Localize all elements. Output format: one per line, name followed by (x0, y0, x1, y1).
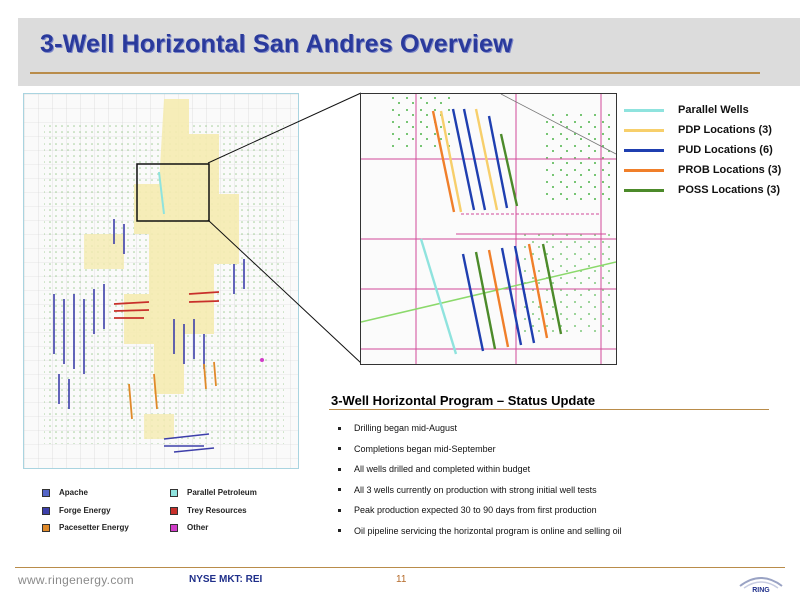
list-item-text: Drilling began mid-August (354, 423, 458, 434)
operator-legend (42, 488, 302, 534)
bullet-icon (338, 447, 341, 450)
legend-pud-locations (624, 140, 794, 160)
legend-swatch (624, 129, 664, 132)
legend-forge-energy (42, 506, 111, 515)
legend-label: Parallel Wells (678, 104, 749, 116)
legend-trey-resources (170, 506, 247, 515)
legend-parallel-petroleum (170, 488, 257, 497)
legend-label: POSS Locations (3) (678, 184, 781, 196)
list-item (338, 459, 622, 480)
list-item (338, 480, 622, 501)
legend-swatch (42, 524, 50, 532)
bullet-icon (338, 427, 341, 430)
zoomed-detail-map (360, 93, 617, 365)
status-update-heading: 3-Well Horizontal Program – Status Update (331, 393, 596, 408)
list-item (338, 439, 622, 460)
legend-parallel-wells (624, 100, 794, 120)
logo-text: RING (752, 587, 770, 594)
status-bullet-list (338, 418, 622, 541)
legend-swatch (624, 109, 664, 112)
title-divider (30, 72, 760, 74)
legend-prob-locations (624, 160, 794, 180)
legend-swatch (170, 489, 178, 497)
slide-title: 3-Well Horizontal San Andres Overview (40, 30, 513, 58)
zoomed-map-graphic (361, 94, 616, 364)
legend-label: PUD Locations (6) (678, 144, 773, 156)
legend-label: Parallel Petroleum (187, 488, 257, 497)
bullet-icon (338, 509, 341, 512)
list-item (338, 500, 622, 521)
footer-website-link[interactable]: www.ringenergy.com (18, 573, 134, 587)
legend-label: PROB Locations (3) (678, 164, 782, 176)
list-item (338, 521, 622, 542)
well-type-legend (624, 100, 794, 200)
legend-other (170, 523, 208, 532)
legend-swatch (170, 524, 178, 532)
legend-swatch (42, 489, 50, 497)
legend-label: Pacesetter Energy (59, 523, 129, 532)
regional-map (23, 93, 299, 469)
list-item-text: All 3 wells currently on production with strong initial well tests (354, 484, 597, 495)
legend-pdp-locations (624, 120, 794, 140)
status-divider (329, 409, 769, 410)
legend-swatch (624, 189, 664, 192)
list-item-text: Peak production expected 30 to 90 days from first production (354, 505, 597, 516)
legend-swatch (170, 507, 178, 515)
legend-poss-locations (624, 180, 794, 200)
footer-ticker: NYSE MKT: REI (189, 574, 263, 585)
legend-swatch (624, 169, 664, 172)
bullet-icon (338, 529, 341, 532)
legend-label: Forge Energy (59, 506, 111, 515)
legend-apache (42, 488, 88, 497)
list-item-text: Completions began mid-September (354, 443, 496, 454)
bullet-icon (338, 468, 341, 471)
footer-divider (15, 567, 785, 568)
legend-label: Trey Resources (187, 506, 247, 515)
legend-label: PDP Locations (3) (678, 124, 772, 136)
legend-swatch (624, 149, 664, 152)
list-item-text: All wells drilled and completed within budget (354, 464, 531, 475)
legend-pacesetter-energy (42, 523, 129, 532)
bullet-icon (338, 488, 341, 491)
list-item-text: Oil pipeline servicing the horizontal program is online and selling oil (354, 525, 622, 536)
regional-map-graphic (24, 94, 298, 468)
page-number: 11 (396, 574, 407, 585)
ring-logo (736, 572, 786, 594)
legend-label: Other (187, 523, 209, 532)
list-item (338, 418, 622, 439)
legend-label: Apache (59, 488, 88, 497)
legend-swatch (42, 507, 50, 515)
